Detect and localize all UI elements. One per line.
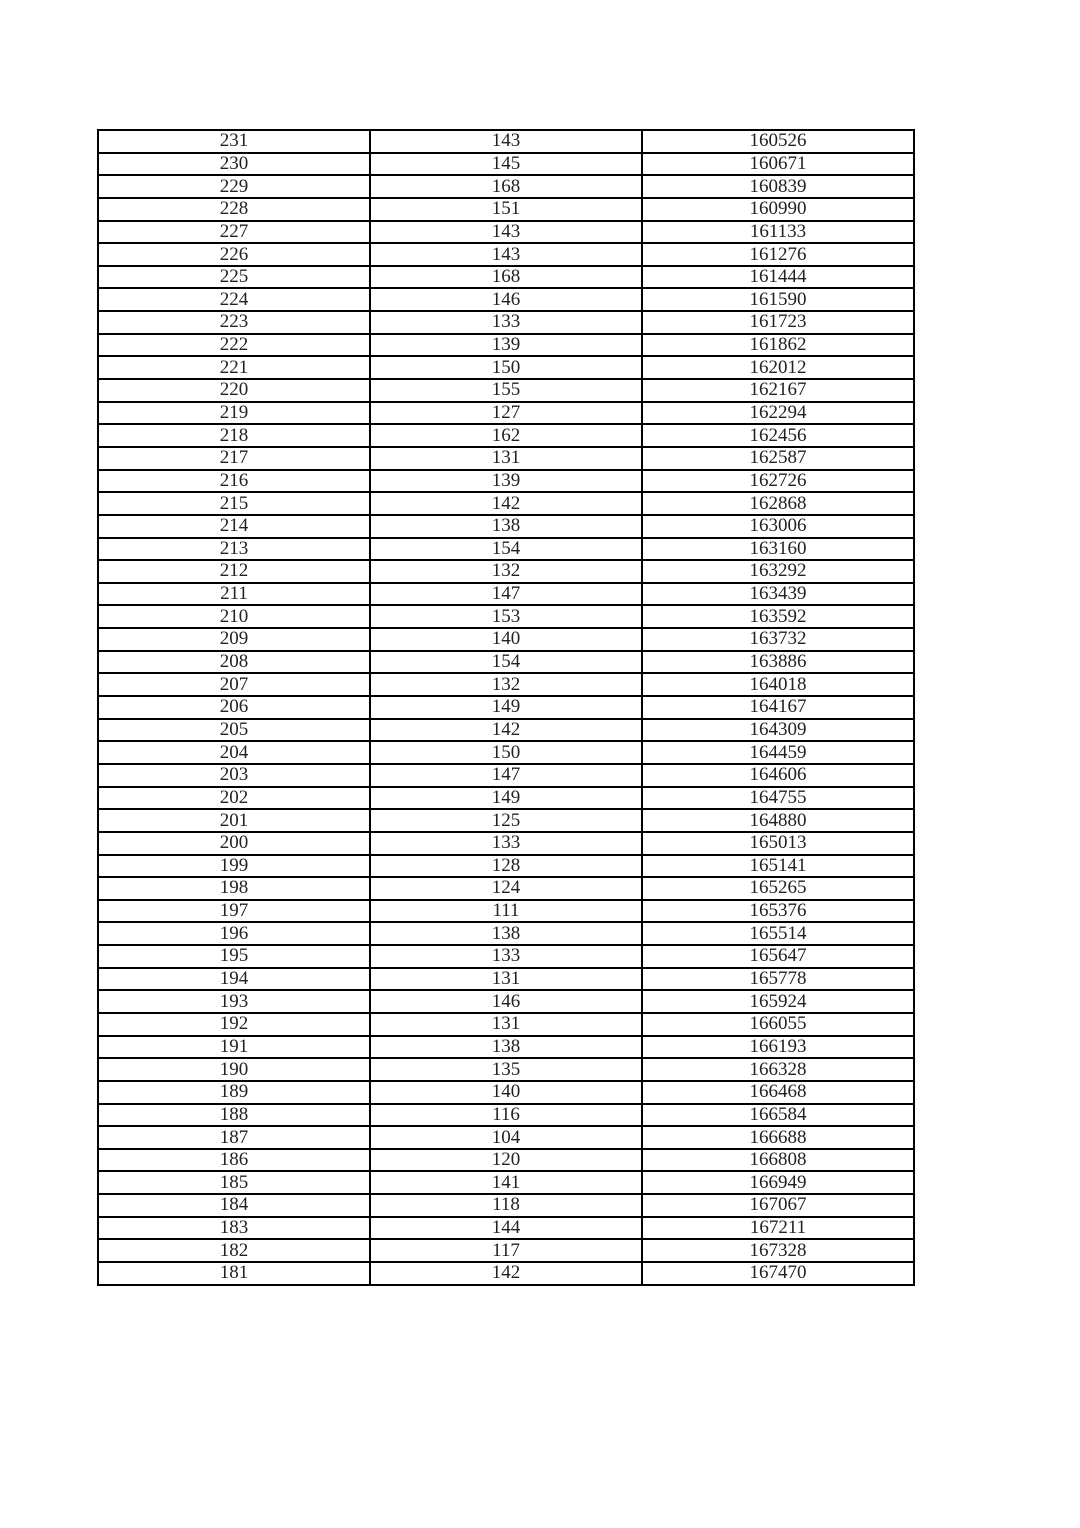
cumulative-cell: 165514 <box>642 922 914 945</box>
table-row <box>98 583 914 606</box>
cumulative-cell: 161276 <box>642 243 914 266</box>
count-cell: 138 <box>370 922 642 945</box>
cumulative-cell: 166584 <box>642 1104 914 1127</box>
score-cell: 227 <box>98 221 370 244</box>
score-cell: 186 <box>98 1149 370 1172</box>
score-cell: 217 <box>98 447 370 470</box>
cumulative-cell: 163160 <box>642 538 914 561</box>
score-cell: 195 <box>98 945 370 968</box>
table-row <box>98 130 914 153</box>
table-row <box>98 855 914 878</box>
cumulative-cell: 165647 <box>642 945 914 968</box>
count-cell: 142 <box>370 1262 642 1285</box>
count-cell: 131 <box>370 447 642 470</box>
cumulative-cell: 161444 <box>642 266 914 289</box>
cumulative-cell: 164018 <box>642 673 914 696</box>
count-cell: 139 <box>370 470 642 493</box>
cumulative-cell: 162294 <box>642 402 914 425</box>
cumulative-cell: 167328 <box>642 1239 914 1262</box>
count-cell: 131 <box>370 968 642 991</box>
count-cell: 142 <box>370 719 642 742</box>
table-row <box>98 1149 914 1172</box>
table-row <box>98 741 914 764</box>
count-cell: 138 <box>370 1036 642 1059</box>
score-cell: 223 <box>98 311 370 334</box>
count-cell: 146 <box>370 288 642 311</box>
score-cell: 215 <box>98 492 370 515</box>
cumulative-cell: 162726 <box>642 470 914 493</box>
cumulative-cell: 165141 <box>642 855 914 878</box>
cumulative-cell: 161862 <box>642 334 914 357</box>
table-row <box>98 538 914 561</box>
table-row <box>98 832 914 855</box>
score-cell: 221 <box>98 356 370 379</box>
table-row <box>98 492 914 515</box>
count-cell: 133 <box>370 832 642 855</box>
score-cell: 228 <box>98 198 370 221</box>
score-cell: 201 <box>98 809 370 832</box>
cumulative-cell: 166328 <box>642 1058 914 1081</box>
cumulative-cell: 167211 <box>642 1217 914 1240</box>
count-cell: 162 <box>370 424 642 447</box>
count-cell: 116 <box>370 1104 642 1127</box>
table-row <box>98 968 914 991</box>
cumulative-cell: 160526 <box>642 130 914 153</box>
score-cell: 214 <box>98 515 370 538</box>
cumulative-cell: 166688 <box>642 1126 914 1149</box>
cumulative-cell: 167067 <box>642 1194 914 1217</box>
cumulative-cell: 164755 <box>642 787 914 810</box>
score-cell: 203 <box>98 764 370 787</box>
count-cell: 143 <box>370 243 642 266</box>
count-cell: 143 <box>370 130 642 153</box>
cumulative-cell: 167470 <box>642 1262 914 1285</box>
count-cell: 168 <box>370 266 642 289</box>
table-row <box>98 945 914 968</box>
score-cell: 205 <box>98 719 370 742</box>
count-cell: 140 <box>370 1081 642 1104</box>
score-cell: 200 <box>98 832 370 855</box>
cumulative-cell: 162456 <box>642 424 914 447</box>
score-cell: 198 <box>98 877 370 900</box>
cumulative-cell: 162012 <box>642 356 914 379</box>
cumulative-cell: 161133 <box>642 221 914 244</box>
score-cell: 206 <box>98 696 370 719</box>
cumulative-cell: 164167 <box>642 696 914 719</box>
table-row <box>98 288 914 311</box>
table-row <box>98 1171 914 1194</box>
table-row <box>98 243 914 266</box>
count-cell: 154 <box>370 651 642 674</box>
score-cell: 230 <box>98 153 370 176</box>
table-row <box>98 877 914 900</box>
count-cell: 139 <box>370 334 642 357</box>
count-cell: 149 <box>370 787 642 810</box>
count-cell: 104 <box>370 1126 642 1149</box>
score-cell: 210 <box>98 605 370 628</box>
score-cell: 219 <box>98 402 370 425</box>
cumulative-cell: 163592 <box>642 605 914 628</box>
table-row <box>98 900 914 923</box>
cumulative-cell: 166055 <box>642 1013 914 1036</box>
count-cell: 120 <box>370 1149 642 1172</box>
score-cell: 218 <box>98 424 370 447</box>
cumulative-cell: 160671 <box>642 153 914 176</box>
cumulative-cell: 164309 <box>642 719 914 742</box>
score-cell: 189 <box>98 1081 370 1104</box>
cumulative-cell: 166949 <box>642 1171 914 1194</box>
table-row <box>98 1217 914 1240</box>
score-cell: 224 <box>98 288 370 311</box>
score-cell: 182 <box>98 1239 370 1262</box>
table-row <box>98 560 914 583</box>
score-cell: 202 <box>98 787 370 810</box>
cumulative-cell: 165376 <box>642 900 914 923</box>
table-row <box>98 1194 914 1217</box>
score-cell: 194 <box>98 968 370 991</box>
cumulative-cell: 163006 <box>642 515 914 538</box>
score-cell: 207 <box>98 673 370 696</box>
score-cell: 212 <box>98 560 370 583</box>
score-cell: 216 <box>98 470 370 493</box>
table-row <box>98 628 914 651</box>
cumulative-cell: 166193 <box>642 1036 914 1059</box>
cumulative-cell: 164606 <box>642 764 914 787</box>
score-cell: 204 <box>98 741 370 764</box>
cumulative-cell: 162587 <box>642 447 914 470</box>
score-cell: 181 <box>98 1262 370 1285</box>
cumulative-cell: 165778 <box>642 968 914 991</box>
table-row <box>98 605 914 628</box>
table-row <box>98 1058 914 1081</box>
table-row <box>98 175 914 198</box>
count-cell: 149 <box>370 696 642 719</box>
table-row <box>98 1239 914 1262</box>
table-row <box>98 764 914 787</box>
table-row <box>98 356 914 379</box>
count-cell: 138 <box>370 515 642 538</box>
count-cell: 128 <box>370 855 642 878</box>
table-row <box>98 198 914 221</box>
count-cell: 117 <box>370 1239 642 1262</box>
count-cell: 133 <box>370 311 642 334</box>
score-cell: 193 <box>98 990 370 1013</box>
table-row <box>98 1126 914 1149</box>
table-row <box>98 787 914 810</box>
table-row <box>98 1081 914 1104</box>
cumulative-cell: 161590 <box>642 288 914 311</box>
table-row <box>98 515 914 538</box>
table-row <box>98 402 914 425</box>
score-cell: 231 <box>98 130 370 153</box>
count-cell: 135 <box>370 1058 642 1081</box>
score-table <box>97 129 915 1286</box>
score-cell: 211 <box>98 583 370 606</box>
score-cell: 220 <box>98 379 370 402</box>
count-cell: 153 <box>370 605 642 628</box>
score-cell: 196 <box>98 922 370 945</box>
count-cell: 151 <box>370 198 642 221</box>
cumulative-cell: 160839 <box>642 175 914 198</box>
count-cell: 125 <box>370 809 642 832</box>
score-cell: 187 <box>98 1126 370 1149</box>
cumulative-cell: 164880 <box>642 809 914 832</box>
table-row <box>98 424 914 447</box>
score-cell: 222 <box>98 334 370 357</box>
table-row <box>98 447 914 470</box>
count-cell: 154 <box>370 538 642 561</box>
table-row <box>98 1104 914 1127</box>
table-row <box>98 334 914 357</box>
cumulative-cell: 162868 <box>642 492 914 515</box>
count-cell: 147 <box>370 764 642 787</box>
table-row <box>98 809 914 832</box>
count-cell: 150 <box>370 356 642 379</box>
cumulative-cell: 163732 <box>642 628 914 651</box>
cumulative-cell: 163439 <box>642 583 914 606</box>
score-cell: 226 <box>98 243 370 266</box>
score-cell: 192 <box>98 1013 370 1036</box>
count-cell: 142 <box>370 492 642 515</box>
count-cell: 150 <box>370 741 642 764</box>
count-cell: 140 <box>370 628 642 651</box>
count-cell: 141 <box>370 1171 642 1194</box>
count-cell: 131 <box>370 1013 642 1036</box>
score-cell: 208 <box>98 651 370 674</box>
count-cell: 146 <box>370 990 642 1013</box>
count-cell: 143 <box>370 221 642 244</box>
count-cell: 155 <box>370 379 642 402</box>
cumulative-cell: 163886 <box>642 651 914 674</box>
score-cell: 199 <box>98 855 370 878</box>
table-row <box>98 1013 914 1036</box>
cumulative-cell: 166468 <box>642 1081 914 1104</box>
cumulative-cell: 162167 <box>642 379 914 402</box>
score-cell: 183 <box>98 1217 370 1240</box>
score-cell: 213 <box>98 538 370 561</box>
table-row <box>98 719 914 742</box>
table-row <box>98 379 914 402</box>
table-row <box>98 651 914 674</box>
cumulative-cell: 160990 <box>642 198 914 221</box>
table-row <box>98 221 914 244</box>
score-cell: 225 <box>98 266 370 289</box>
table-row <box>98 266 914 289</box>
count-cell: 118 <box>370 1194 642 1217</box>
score-cell: 184 <box>98 1194 370 1217</box>
count-cell: 127 <box>370 402 642 425</box>
table-row <box>98 990 914 1013</box>
cumulative-cell: 163292 <box>642 560 914 583</box>
table-body <box>98 130 914 1285</box>
table-row <box>98 1262 914 1285</box>
score-cell: 190 <box>98 1058 370 1081</box>
cumulative-cell: 166808 <box>642 1149 914 1172</box>
score-cell: 229 <box>98 175 370 198</box>
count-cell: 111 <box>370 900 642 923</box>
count-cell: 147 <box>370 583 642 606</box>
count-cell: 132 <box>370 673 642 696</box>
table-row <box>98 696 914 719</box>
table-row <box>98 470 914 493</box>
table-row <box>98 153 914 176</box>
score-cell: 209 <box>98 628 370 651</box>
cumulative-cell: 165265 <box>642 877 914 900</box>
score-cell: 185 <box>98 1171 370 1194</box>
cumulative-cell: 165013 <box>642 832 914 855</box>
cumulative-cell: 164459 <box>642 741 914 764</box>
cumulative-cell: 161723 <box>642 311 914 334</box>
count-cell: 132 <box>370 560 642 583</box>
score-cell: 197 <box>98 900 370 923</box>
score-cell: 191 <box>98 1036 370 1059</box>
score-cell: 188 <box>98 1104 370 1127</box>
count-cell: 133 <box>370 945 642 968</box>
count-cell: 168 <box>370 175 642 198</box>
table-row <box>98 673 914 696</box>
table-row <box>98 1036 914 1059</box>
table-row <box>98 311 914 334</box>
count-cell: 124 <box>370 877 642 900</box>
table-row <box>98 922 914 945</box>
count-cell: 144 <box>370 1217 642 1240</box>
count-cell: 145 <box>370 153 642 176</box>
cumulative-cell: 165924 <box>642 990 914 1013</box>
